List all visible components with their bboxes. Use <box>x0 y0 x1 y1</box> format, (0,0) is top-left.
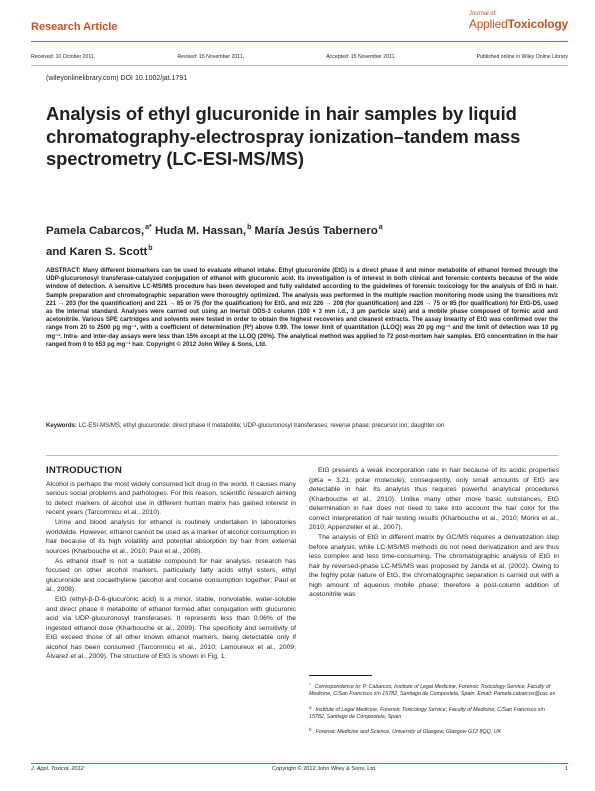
author-conjunction: and <box>46 246 67 258</box>
keywords-text: LC-ESI-MS/MS; ethyl glucuronide; direct phase II metabolite; UDP-glucuronosyl transferases; reverse phase; precursor ion; daughter ion <box>78 423 445 429</box>
revised-date: Revised: 15 November 2011, <box>177 54 245 60</box>
footnotes <box>309 681 559 741</box>
author-name: María Jesús Tabernero <box>254 225 378 237</box>
paragraph: Alcohol is perhaps the most widely consumed licit drug in the world. It causes many serious social problems and pathologies. For this reason, scientific research aiming to detect markers of alcohol use in different human matrix has gained interest in recent years (Tarcomnicu et al., 2010). <box>46 480 296 517</box>
right-column <box>309 466 559 600</box>
author-affiliation-mark: b <box>247 224 252 231</box>
page-number: 1 <box>564 766 568 772</box>
author-list <box>46 219 556 261</box>
footnote-correspondence <box>309 681 559 699</box>
author-name: Huda M. Hassan, <box>154 225 247 237</box>
footnote-text: Forensic Medicine and Science, University of Glasgow, Glasgow G12 8QQ, UK <box>315 729 501 736</box>
dates-rule <box>31 65 568 66</box>
section-label: Research Article <box>31 21 118 33</box>
paper-title: Analysis of ethyl glucuronide in hair samples by liquid chromatography-electrospray ionization–tandem mass spectrometry (LC-ESI-MS/MS) <box>46 103 521 169</box>
paragraph: EtG presents a weak incorporation rate in hair because of its acidic properties (pKa = 3.21, polar molecule); consequently, only small amounts of EtG are detectable in hair. Its analysis thus requires powerful analytical procedures (Kharbouche et al., 2010). Unlike many other more basic substances, EtG determination in hair does not need to take into account the hair color for the correct interpretation of hair testing results (Kharbouche et al., 2010; Morini et al., 2010; Appenzeller et al., 2007). <box>309 467 559 532</box>
header-rule <box>31 41 568 42</box>
footnote-mark: a <box>309 704 312 710</box>
keywords <box>46 422 558 430</box>
author-name: Karen S. Scott <box>69 246 148 258</box>
accepted-date: Accepted: 15 November 2011 <box>326 54 395 60</box>
footer-rule <box>31 763 568 764</box>
footnote-affiliation-a <box>309 704 559 722</box>
paragraph: The analysis of EtG in different matrix by GC/MS requires a derivatization step before analysis, while LC-MS/MS methods do not need derivatization and are thus less complex and less time-consuming. The chromatographic analysis of EtG in hair by reversed-phase LC-MS/MS was proposed by Janda et al. (2002). Owing to the highly polar nature of EtG, the chromatographic separation is carried out with a high amount of aqueous mobile phase; therefore a post-column addition of acetonitrile was <box>309 534 559 599</box>
footnote-rule <box>309 675 372 676</box>
page-footer <box>31 766 568 772</box>
section-heading: INTRODUCTION <box>46 465 122 476</box>
journal-logo-name <box>469 18 568 31</box>
published-note: Published online in Wiley Online Library <box>476 54 568 60</box>
abstract: ABSTRACT: Many different biomarkers can be used to evaluate ethanol intake. Ethyl glucuronide (EtG) is a direct phase II and minor metabolite of ethanol formed through the UDP-glucuronosyl transferase-catalyzed conjugation of ethanol with glucuronic acid. Its investigation is of interest in both clinical and forensic contexts because of the wide window of detection. A sensitive LC-MS/MS procedure has been developed and fully validated according to the guidelines of forensic toxicology for the analysis of EtG in hair. Sample preparation and chromatographic separation were thoroughly optimized. The analysis was performed in the multiple reaction monitoring mode using the transitions m/z 221 → 203 (for the quantification) and 221 → 85 or 75 (for the qualification) for EtG, and m/z 226 → 208 (for quantification) and 226 → 75 or 85 (for qualification) for EtG-D5, used as the internal standard. Analyses were carried out using an Inertsil ODS-3 column (100 × 3 mm i.d., 3 µm particle size) and a mobile phase composed of formic acid and acetonitrile. Various SPE cartridges and solvents were tested in order to obtain the highest recoveries and cleanest extracts. The assay linearity of EtG was confirmed over the range from 20 to 2500 pg mg⁻¹, with a coefficient of determination (R²) above 0.99. The lower limit of quantitation (LLOQ) was 20 pg mg⁻¹ and the limit of detection was 10 pg mg⁻¹. Intra- and inter-day assays were less than 15% except at the LLOQ (20%). The analytical method was applied to 72 post-mortem hair samples. EtG concentration in the hair ranged from 0 to 653 pg mg⁻¹ hair. Copyright © 2012 John Wiley & Sons, Ltd. <box>46 268 558 348</box>
article-dates <box>31 54 568 60</box>
footnote-mark: * <box>309 682 311 687</box>
author-affiliation-mark: a <box>378 224 383 231</box>
paragraph: EtG (ethyl-β-D-6-glucuronic acid) is a minor, stable, nonvolatile, water-soluble and direct phase II metabolite of ethanol formed after conjugation with glucuronic acid via UDP-glucuronosyl transferases. It represents less than 0.06% of the ingested ethanol dose (Kharbouche et al., 2009). The specificity and sensitivity of EtG exceed those of all other known ethanol markers, being detectable only if alcohol has been consumed (Tarcomnicu et al., 2010; Lamoureux et al., 2009; Álvarez et al., 2009). The structure of EtG is shown in Fig. 1. <box>46 596 296 661</box>
footnote-affiliation-b <box>309 726 559 736</box>
copyright-notice: Copyright © 2012 John Wiley & Sons, Ltd. <box>272 766 377 772</box>
journal-logo-small: Journal of <box>468 11 496 17</box>
paragraph: As ethanol itself is not a suitable compound for hair analysis, research has focused on other alcohol markers, particularly fatty acids ethyl esters, ethyl glucuronide and cocaethylene (alcohol and cocaine consumption together; Paul et al., 2008). <box>46 557 296 594</box>
author-name: Pamela Cabarcos, <box>46 225 145 237</box>
keywords-label: Keywords: <box>46 423 77 429</box>
paragraph: Urine and blood analysis for ethanol is routinely undertaken in laboratories worldwide. However, ethanol cannot be used as a marker of alcohol consumption in hair because of its high volatility and potential absorption by hair from external sources (Kharbouche et al., 2010; Paul et al., 2008). <box>46 519 296 555</box>
author-affiliation-mark: a* <box>145 224 152 231</box>
journal-citation: J. Appl. Toxicol. 2012 <box>31 766 84 772</box>
received-date: Received: 10 October 2011, <box>31 54 96 60</box>
left-column <box>46 466 296 662</box>
abstract-rule <box>46 455 558 456</box>
journal-logo-applied: Applied <box>468 17 508 31</box>
journal-logo <box>469 11 568 31</box>
footnote-text: Institute of Legal Medicine, Forensic Toxicology Service, Faculty of Medicine, C/San Francisco s/n 15782, Santiago de Compostela, Spain <box>309 706 545 720</box>
author-affiliation-mark: b <box>148 245 153 252</box>
journal-logo-toxicology: Toxicology <box>507 17 568 31</box>
doi-line[interactable]: (wileyonlinelibrary.com) DOI 10.1002/jat.1791 <box>46 75 188 82</box>
footnote-text: Correspondence to: P. Cabarcos, Institute of Legal Medicine, Forensic Toxicology Service, Faculty of Medicine, C/San Francisco s/n 15782, Santiago de Compostela, Spain. Email: Pamela.cabarcos@usc.es <box>309 684 556 698</box>
footnote-mark: b <box>309 727 312 733</box>
